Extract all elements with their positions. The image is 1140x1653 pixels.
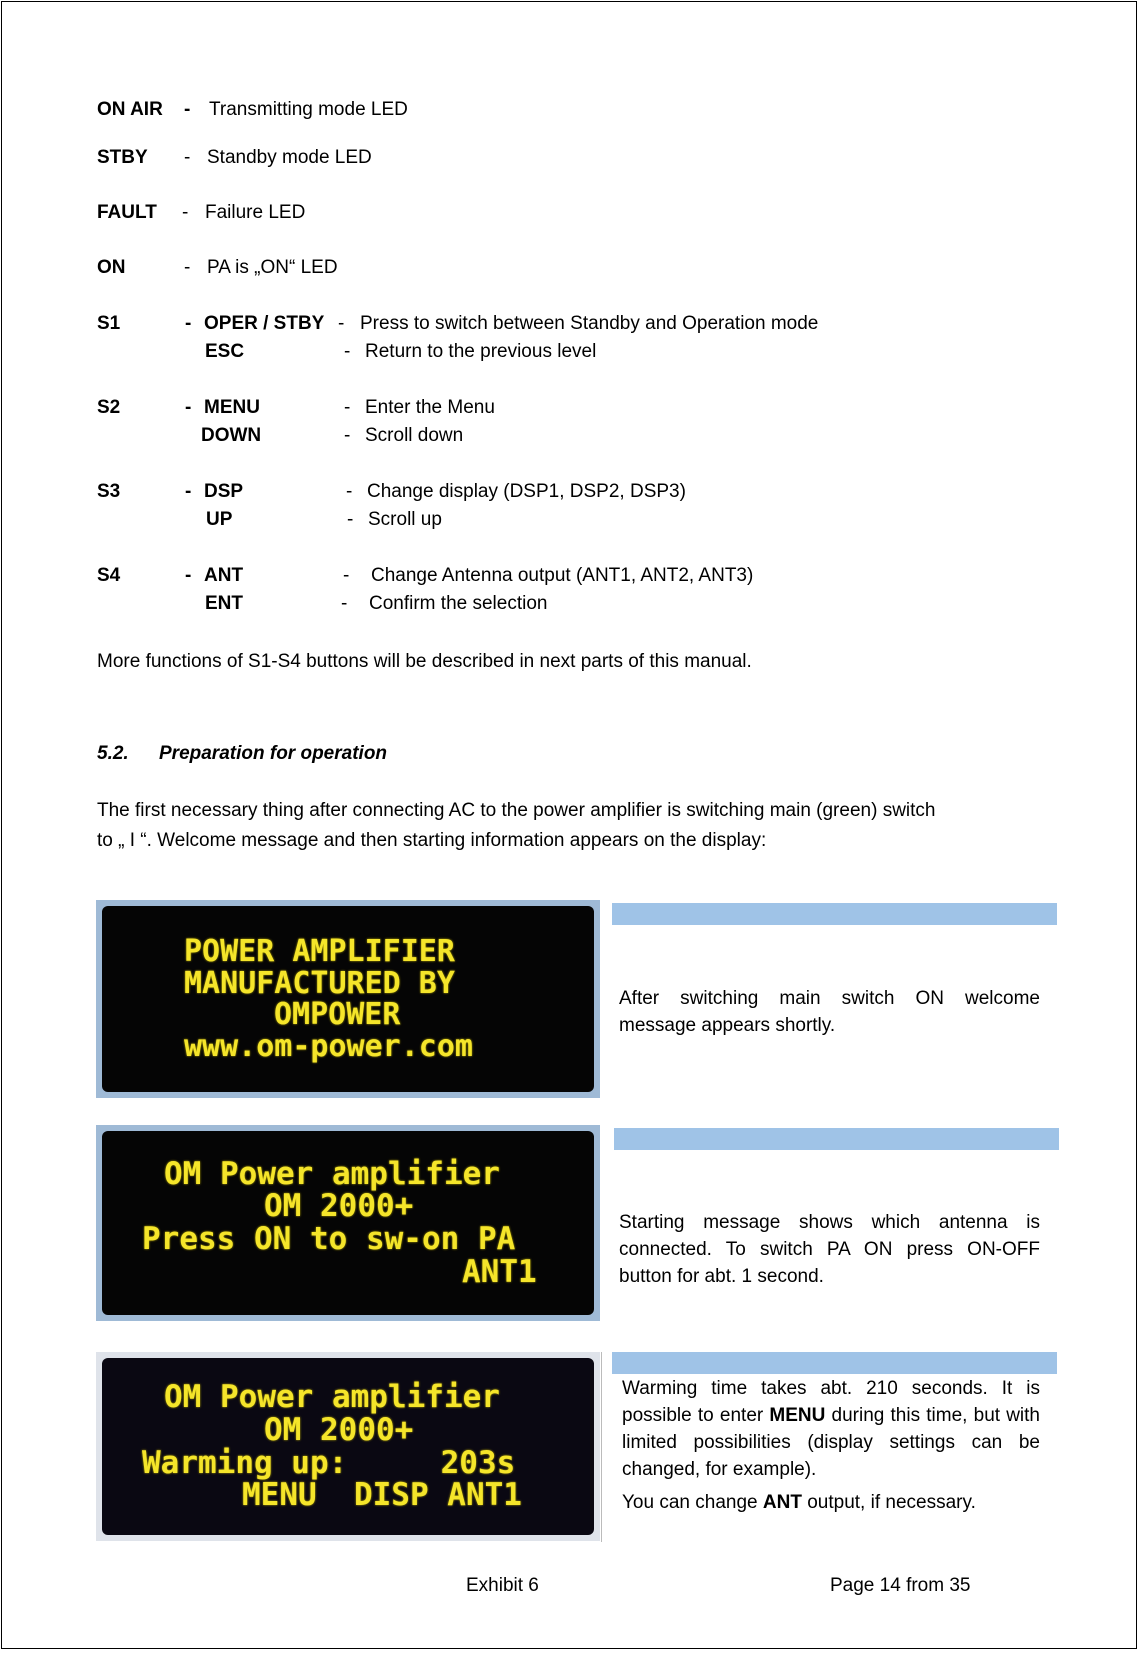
button-s4-function-1: ANT (204, 565, 244, 586)
legend-code-on-air: ON AIR (97, 99, 163, 120)
button-dash: - (344, 397, 351, 418)
intro-paragraph-line-1: The first necessary thing after connecting AC to the power amplifier is switching main (green) switch (97, 800, 936, 821)
legend-code-stby: STBY (97, 147, 148, 168)
legend-code-on: ON (97, 257, 126, 278)
display-line: OM 2000+ (264, 1188, 414, 1225)
button-dash: - (343, 565, 350, 586)
button-dash: - (347, 509, 354, 530)
desc-ant-keyword: ANT (762, 1492, 802, 1513)
section-title: Preparation for operation (159, 743, 388, 764)
button-dash: - (185, 481, 192, 502)
legend-dash: - (182, 202, 189, 223)
desc-text: output, if necessary. (801, 1492, 976, 1513)
desc-menu-keyword: MENU (769, 1405, 826, 1426)
legend-desc-on: PA is „ON“ LED (207, 257, 338, 278)
display-line: Press ON to sw-on PA (142, 1221, 516, 1257)
button-s1-function-2: ESC (205, 341, 245, 362)
display-line: OMPOWER (274, 997, 401, 1032)
button-id-s2: S2 (97, 397, 121, 418)
display-line: OM Power amplifier (164, 1155, 500, 1192)
display-1-description: After switching main switch ON welcome message appears shortly. (619, 988, 1040, 1036)
button-dash: - (341, 593, 348, 614)
button-s2-desc-2: Scroll down (365, 425, 464, 446)
button-s3-desc-2: Scroll up (368, 509, 442, 530)
button-s3-desc-1: Change display (DSP1, DSP2, DSP3) (367, 481, 686, 502)
display-warming-screen (96, 1352, 600, 1541)
exhibit-label: Exhibit 6 (466, 1575, 539, 1596)
intro-paragraph-line-2: to „ I “. Welcome message and then starting information appears on the display: (97, 830, 767, 851)
display-3-description-2 (622, 1489, 1040, 1516)
button-dash: - (185, 313, 192, 334)
legend-dash: - (184, 257, 191, 278)
display-line: www.om-power.com (184, 1028, 473, 1064)
display-line: OM 2000+ (264, 1411, 414, 1448)
display-line: ANT1 (462, 1253, 537, 1290)
desc-text: during this time, but with limited possibilities (display settings can be changed, for example). (622, 1405, 1041, 1480)
button-s3-function-1: DSP (204, 481, 244, 502)
legend-desc-stby: Standby mode LED (207, 147, 372, 168)
caption-bar (612, 903, 1057, 925)
display-2-description: Starting message shows which antenna is connected. To switch PA ON press ON-OFF button for abt. 1 second. (619, 1212, 1040, 1287)
display-starting-screen (96, 1125, 600, 1321)
button-id-s3: S3 (97, 481, 121, 502)
display-3-description (622, 1375, 1040, 1483)
more-functions-note: More functions of S1-S4 buttons will be described in next parts of this manual. (97, 651, 752, 672)
button-s4-desc-1: Change Antenna output (ANT1, ANT2, ANT3) (371, 565, 754, 586)
caption-bar (612, 1352, 1057, 1374)
section-number: 5.2. (97, 743, 129, 764)
display-welcome-screen (96, 900, 600, 1098)
button-s2-desc-1: Enter the Menu (365, 397, 495, 418)
button-dash: - (338, 313, 345, 334)
display-line: OM Power amplifier (164, 1379, 500, 1416)
button-dash: - (346, 481, 353, 502)
legend-desc-on-air: Transmitting mode LED (209, 99, 408, 120)
button-dash: - (344, 425, 351, 446)
page-number: Page 14 from 35 (830, 1575, 971, 1596)
display-line: MENU DISP ANT1 (242, 1477, 522, 1514)
caption-bar (614, 1128, 1059, 1150)
legend-dash: - (184, 99, 191, 120)
button-s1-desc-1: Press to switch between Standby and Operation mode (360, 313, 819, 334)
desc-text: Warming time takes abt. 210 seconds. It is possible to enter (622, 1378, 1040, 1426)
button-s1-desc-2: Return to the previous level (365, 341, 597, 362)
button-id-s1: S1 (97, 313, 121, 334)
legend-dash: - (184, 147, 191, 168)
legend-desc-fault: Failure LED (205, 202, 306, 223)
display-line: POWER AMPLIFIER (184, 934, 455, 969)
button-dash: - (344, 341, 351, 362)
button-s4-function-2: ENT (205, 593, 243, 614)
display-line: Warming up: 203s (142, 1444, 516, 1481)
button-dash: - (185, 565, 192, 586)
button-s2-function-2: DOWN (201, 425, 262, 446)
button-s3-function-2: UP (206, 509, 233, 530)
legend-code-fault: FAULT (97, 202, 157, 223)
button-id-s4: S4 (97, 565, 121, 586)
divider (601, 1352, 602, 1542)
button-s2-function-1: MENU (204, 397, 260, 418)
desc-text: You can change (622, 1492, 763, 1513)
button-dash: - (185, 397, 192, 418)
display-line: MANUFACTURED BY (184, 965, 455, 1001)
button-s4-desc-2: Confirm the selection (369, 593, 548, 614)
button-s1-function-1: OPER / STBY (204, 313, 325, 334)
